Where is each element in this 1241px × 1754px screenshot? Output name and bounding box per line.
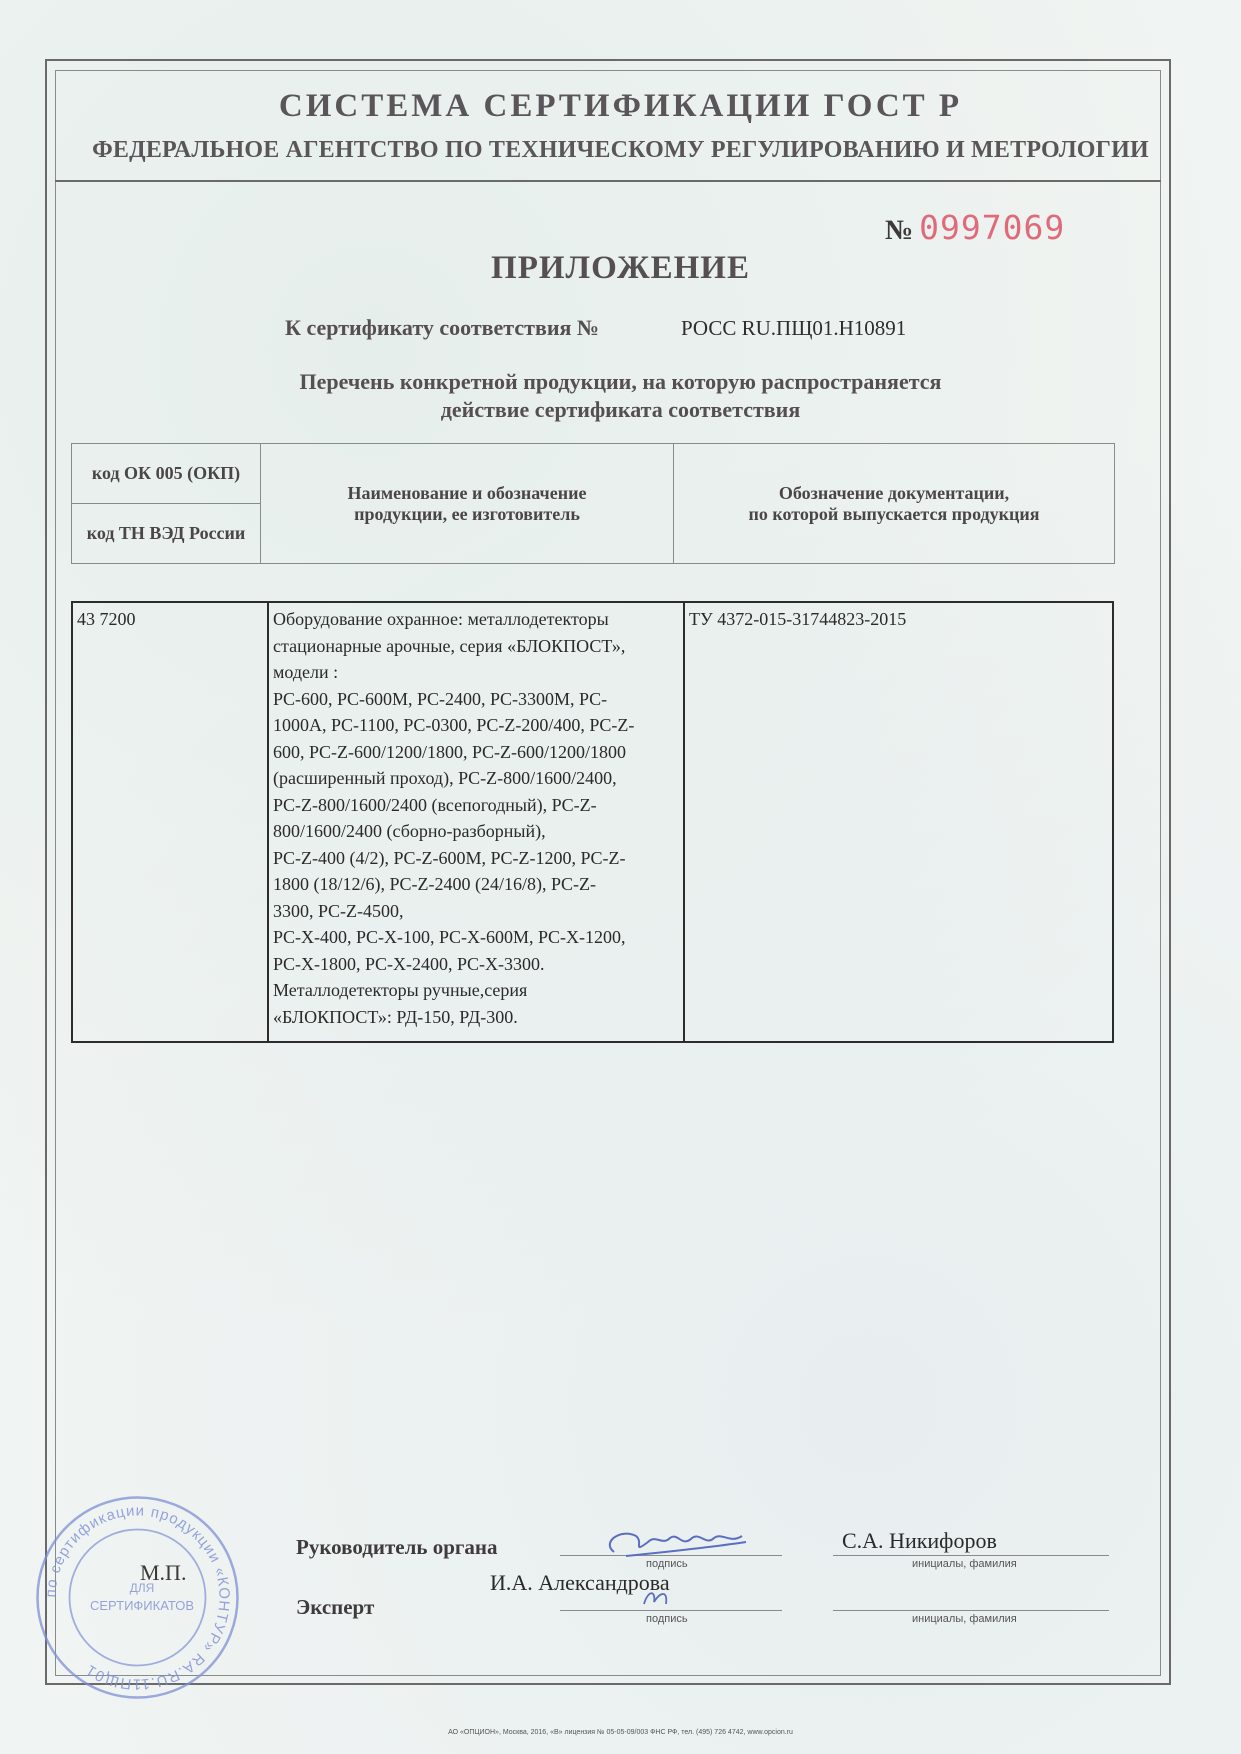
description-line: Металлодетекторы ручные,серия [273,980,528,1000]
documentation-ref: ТУ 4372-015-31744823-2015 [689,609,907,629]
table-row [72,602,1113,1042]
table-header [71,443,1115,564]
description-line: PC-X-1800, PC-X-2400, PC-X-3300. [273,953,545,974]
header-tnved: код ТН ВЭД России [86,523,246,543]
description-line: 800/1600/2400 (сборно-разборный), [273,821,546,841]
expert-label: Эксперт [296,1595,375,1619]
description-line: модели : [273,662,339,682]
stamp-center-line1: ДЛЯ [129,1581,155,1595]
stamp-center-line2: СЕРТИФИКАТОВ [89,1598,195,1613]
expert-name-caption: инициалы, фамилия [912,1613,1017,1625]
expert-signature-caption: подпись [646,1613,688,1625]
certification-stamp [30,1490,245,1705]
stamp-ring-text: по сертификации продукции «КОНТУР» RA.RU.11ПЩ01 [42,1502,233,1693]
head-name: С.А. Никифоров [842,1528,997,1553]
description-line: 3300, PC-Z-4500, [273,900,404,921]
printer-footer: АО «ОПЦИОН», Москва, 2016, «В» лицензия № 05-05-09/003 ФНС РФ, тел. (495) 726 4742, www.opcion.ru [448,1729,793,1736]
page-heading: ПРИЛОЖЕНИЕ [491,250,750,286]
product-description [273,606,679,1030]
description-line: «БЛОКПОСТ»: РД-150, РД-300. [273,1006,518,1027]
description-line: 1800 (18/12/6), PC-Z-2400 (24/16/8), PC-Z- [273,874,596,894]
header-doc-line2: по которой выпускается продукция [748,503,1040,524]
head-label: Руководитель органа [296,1535,498,1559]
header-tnved-cell [72,504,261,564]
head-name-caption: инициалы, фамилия [912,1558,1017,1570]
description-line: PC-Z-800/1600/2400 (всепогодный), PC-Z- [273,794,597,815]
description-line: 1000A, PC-1100, PC-0300, PC-Z-200/400, PC-Z- [273,715,635,735]
head-signature-caption: подпись [646,1558,688,1570]
list-title-line2: действие сертификата соответствия [440,397,801,422]
list-title-line1: Перечень конкретной продукции, на которую распространяется [299,369,942,394]
expert-signature [640,1586,676,1610]
expert-name-line [833,1610,1109,1611]
system-title: СИСТЕМА СЕРТИФИКАЦИИ ГОСТ Р [278,88,963,124]
certificate-label: К сертификату соответствия № [285,315,600,340]
form-number-value: 0997069 [919,208,1066,247]
number-sign: № [885,215,914,246]
product-code: 43 7200 [77,609,136,629]
expert-signature-line [560,1610,782,1611]
description-line: Оборудование охранное: металлодетекторы [273,609,609,629]
description-line: PC-X-400, PC-X-100, PC-X-600M, PC-X-1200, [273,927,626,947]
header-doc-line1: Обозначение документации, [778,482,1010,503]
documentation-cell [684,602,1113,1042]
description-line: PC-Z-400 (4/2), PC-Z-600M, PC-Z-1200, PC-Z- [273,847,626,868]
header-divider [55,180,1161,182]
header-okp: код ОК 005 (ОКП) [91,463,241,483]
header-doc-cell [674,444,1115,564]
description-cell [268,602,684,1042]
form-number [885,208,1065,247]
header-name-cell [261,444,674,564]
header-okp-cell [72,444,261,504]
description-line: PC-600, PC-600M, PC-2400, PC-3300M, PC- [273,688,608,709]
description-line: 600, PC-Z-600/1200/1800, PC-Z-600/1200/1800 [273,741,627,762]
seal-place-label: М.П. [140,1560,187,1585]
certificate-number: РОСС RU.ПЩ01.Н10891 [681,316,907,340]
agency-title: ФЕДЕРАЛЬНОЕ АГЕНТСТВО ПО ТЕХНИЧЕСКОМУ РЕГУЛИРОВАНИЮ И МЕТРОЛОГИИ [92,137,1149,163]
expert-name: И.А. Александрова [490,1570,670,1595]
head-name-line [833,1555,1109,1556]
description-line: (расширенный проход), PC-Z-800/1600/2400, [273,768,617,788]
header-name-line2: продукции, ее изготовитель [354,503,580,524]
product-table [71,601,1114,1043]
code-cell [72,602,268,1042]
head-signature [596,1522,756,1564]
header-name-line1: Наименование и обозначение [347,482,587,503]
description-line: стационарные арочные, серия «БЛОКПОСТ», [273,635,626,656]
